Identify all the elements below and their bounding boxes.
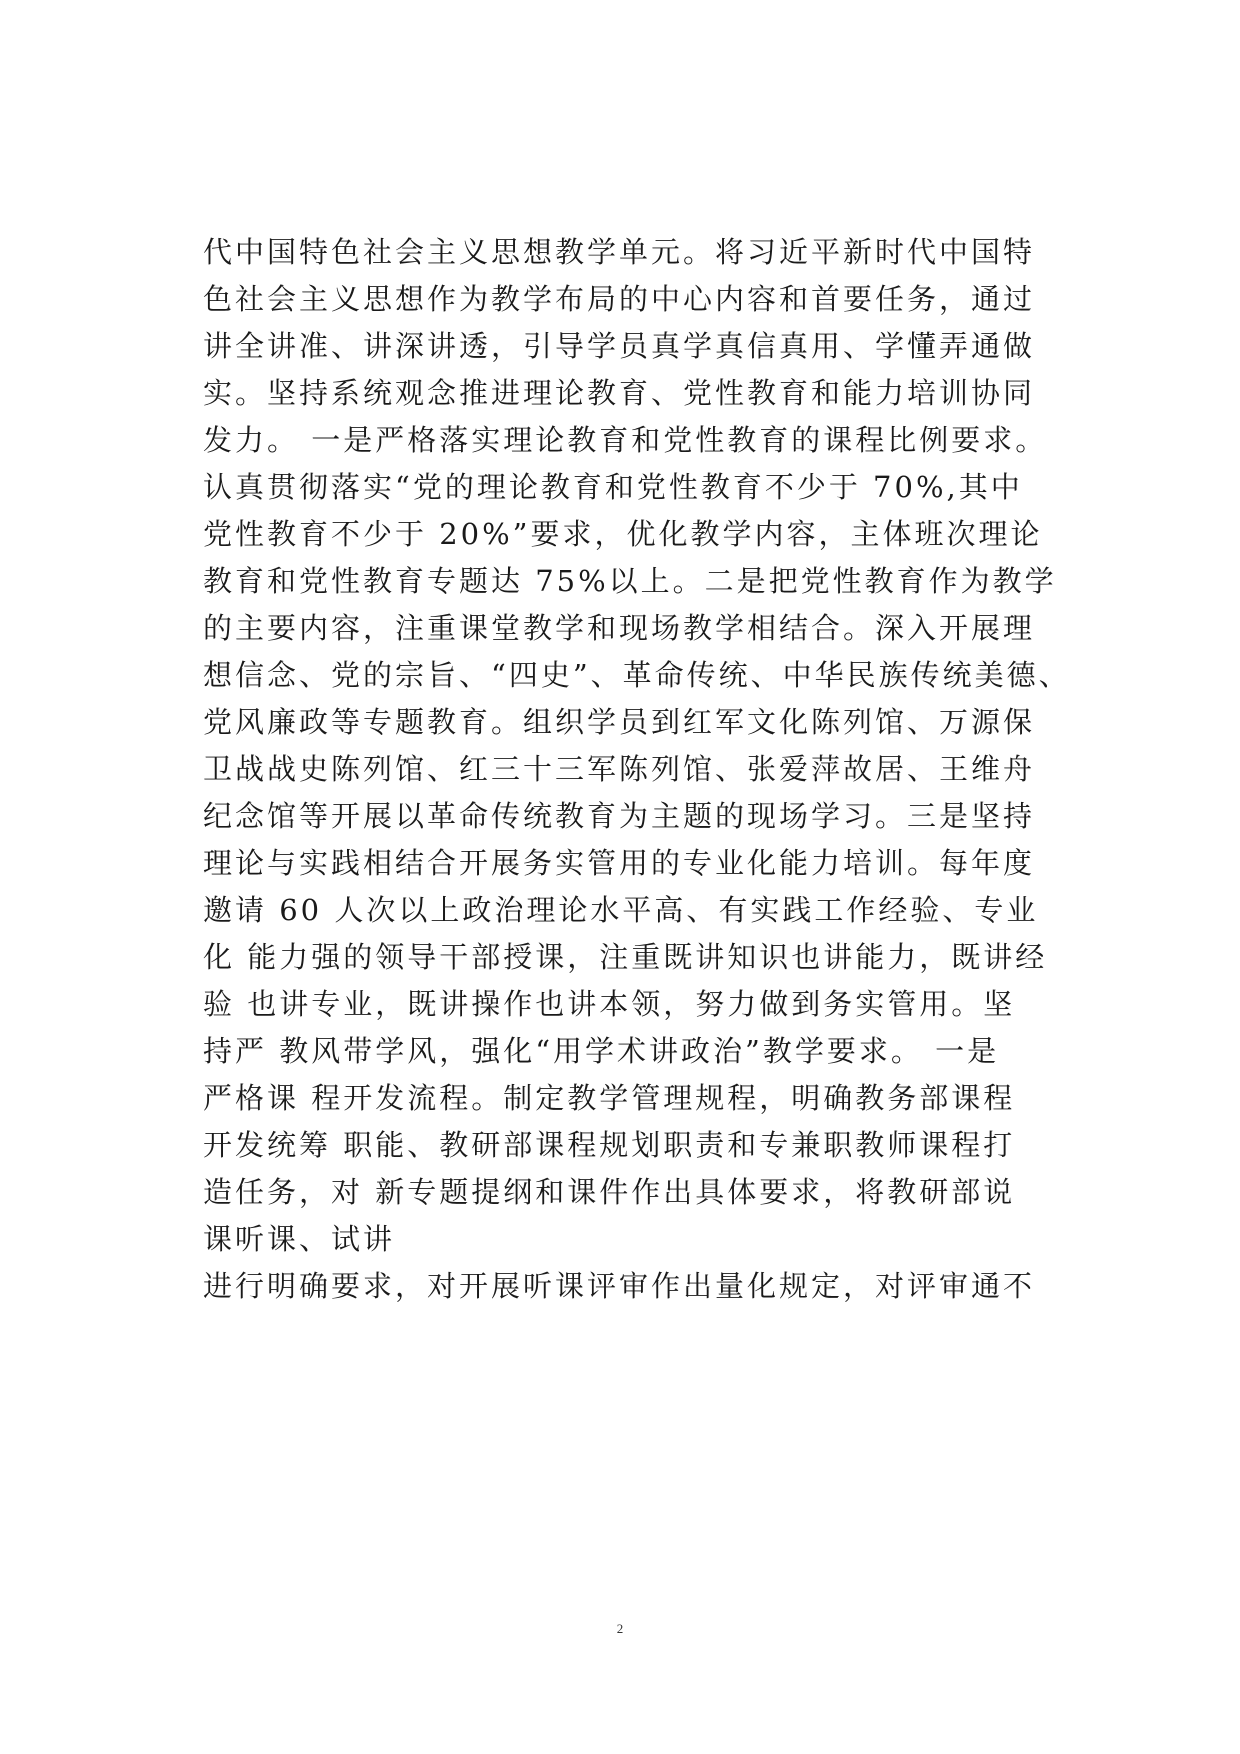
text-line: 邀请 60 人次以上政治理论水平高、有实践工作经验、专业 <box>203 893 1039 927</box>
text-line: 造任务，对 新专题提纲和课件作出具体要求，将教研部说 <box>203 1175 1016 1209</box>
text-line: 纪念馆等开展以革命传统教育为主题的现场学习。三是坚持 <box>203 799 1036 833</box>
text-line: 认真贯彻落实“党的理论教育和党性教育不少于 70%,其中 <box>203 470 1023 504</box>
text-line: 严格课 程开发流程。制定教学管理规程，明确教务部课程 <box>203 1081 1016 1115</box>
text-line: 教育和党性教育专题达 75%以上。二是把党性教育作为教学 <box>203 564 1057 598</box>
text-line: 进行明确要求，对开展听课评审作出量化规定，对评审通不 <box>203 1269 1036 1303</box>
text-line: 验 也讲专业，既讲操作也讲本领，努力做到务实管用。坚 <box>203 987 1016 1021</box>
text-line: 实。坚持系统观念推进理论教育、党性教育和能力培训协同 <box>203 376 1036 410</box>
text-line: 持严 教风带学风，强化“用学术讲政治”教学要求。 一是 <box>203 1034 1000 1068</box>
text-line: 卫战战史陈列馆、红三十三军陈列馆、张爱萍故居、王维舟 <box>203 752 1036 786</box>
text-line: 党风廉政等专题教育。组织学员到红军文化陈列馆、万源保 <box>203 705 1036 739</box>
page-number: 2 <box>616 1621 624 1636</box>
text-line: 的主要内容，注重课堂教学和现场教学相结合。深入开展理 <box>203 611 1036 645</box>
text-line: 想信念、党的宗旨、“四史”、革命传统、中华民族传统美德、 <box>203 658 1071 692</box>
text-line: 理论与实践相结合开展务实管用的专业化能力培训。每年度 <box>203 846 1036 880</box>
text-line: 发力。 一是严格落实理论教育和党性教育的课程比例要求。 <box>203 423 1048 457</box>
text-line: 讲全讲准、讲深讲透，引导学员真学真信真用、学懂弄通做 <box>203 329 1036 363</box>
text-line: 色社会主义思想作为教学布局的中心内容和首要任务，通过 <box>203 282 1036 316</box>
text-line: 化 能力强的领导干部授课，注重既讲知识也讲能力，既讲经 <box>203 940 1048 974</box>
text-line: 党性教育不少于 20%”要求，优化教学内容，主体班次理论 <box>203 517 1043 551</box>
text-line: 代中国特色社会主义思想教学单元。将习近平新时代中国特 <box>203 235 1036 269</box>
text-line: 开发统筹 职能、教研部课程规划职责和专兼职教师课程打 <box>203 1128 1016 1162</box>
text-line: 课听课、试讲 <box>203 1222 396 1256</box>
body-text <box>203 229 1083 1310</box>
